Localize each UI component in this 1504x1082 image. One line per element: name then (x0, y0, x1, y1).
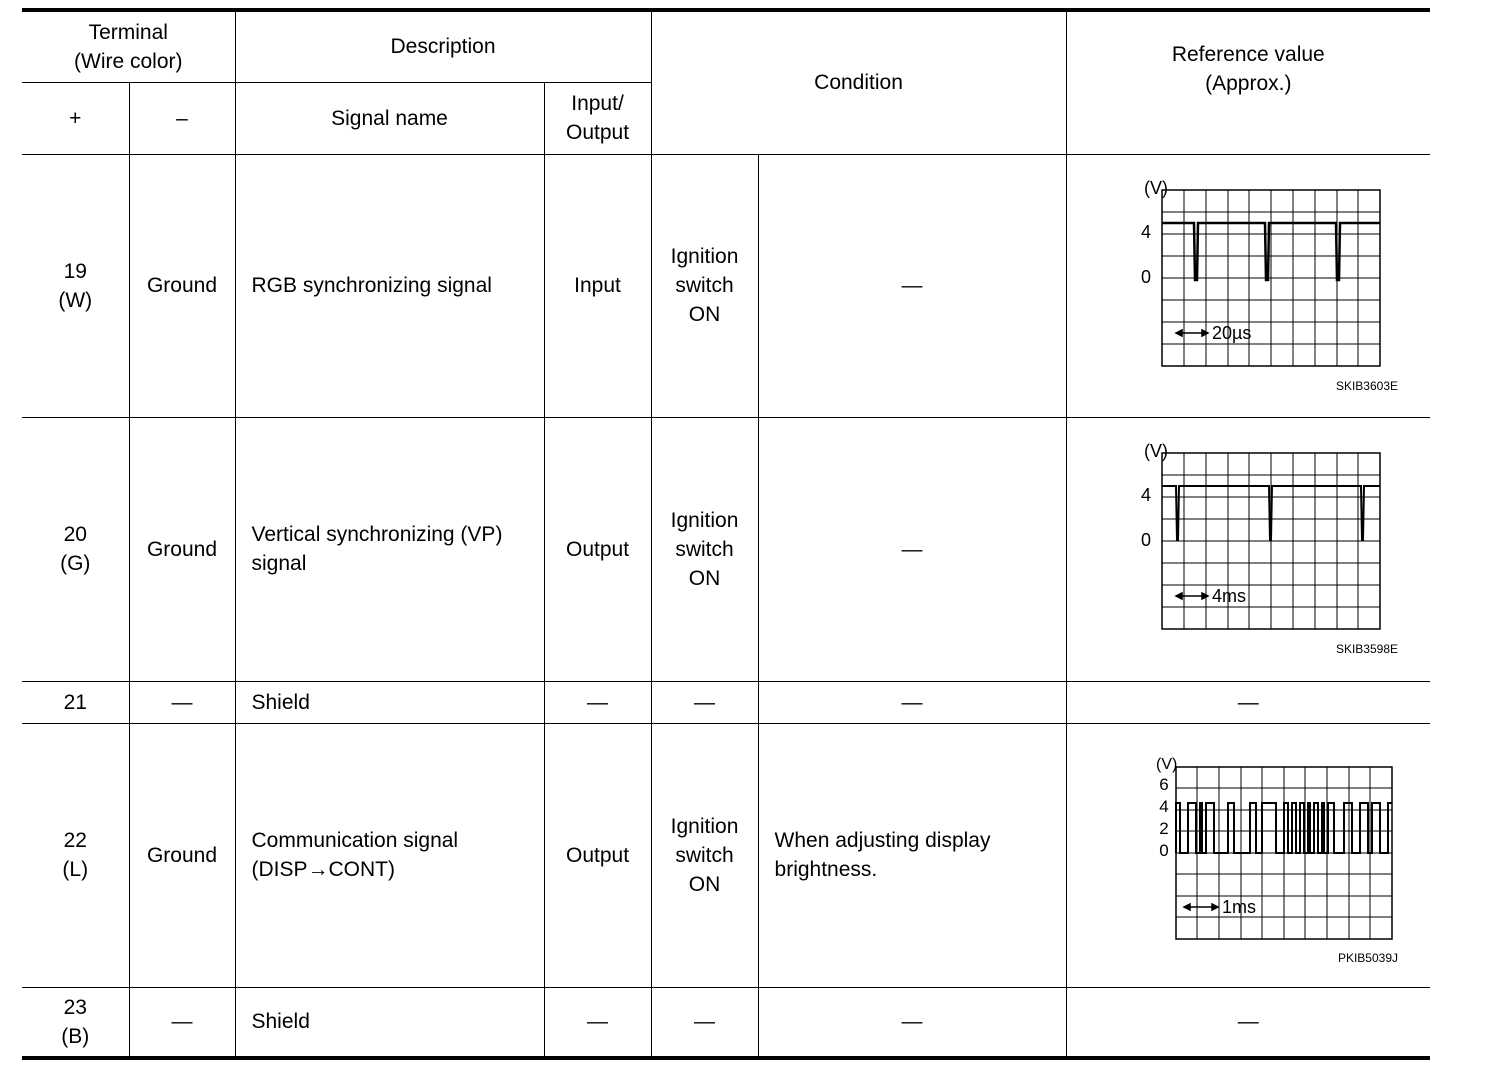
condition-cell: — (651, 987, 758, 1058)
io-cell: Output (544, 417, 651, 681)
y-tick-label: 4 (1141, 485, 1152, 505)
time-scale-marker (1176, 593, 1208, 599)
minus-cell: Ground (129, 723, 235, 987)
io-cell: Output (544, 723, 651, 987)
condition-detail-cell: — (758, 681, 1066, 723)
terminal-cell: 23 (B) (22, 987, 129, 1058)
condition-cell: Ignition switch ON (651, 154, 758, 417)
figure-id: SKIB3603E (1336, 378, 1399, 393)
signal-name-cell: RGB synchronizing signal (235, 154, 544, 417)
header-terminal: Terminal (Wire color) (22, 10, 235, 82)
header-reference: Reference value (Approx.) (1066, 10, 1430, 154)
reference-cell (1066, 723, 1430, 987)
header-signal-name: Signal name (235, 82, 544, 154)
reference-cell (1066, 154, 1430, 417)
header-io: Input/ Output (544, 82, 651, 154)
header-minus: – (129, 82, 235, 154)
y-tick-label: 4 (1159, 797, 1170, 816)
io-cell: — (544, 987, 651, 1058)
signal-name-cell: Vertical synchronizing (VP) signal (235, 417, 544, 681)
y-tick-label: 6 (1159, 775, 1170, 794)
io-cell: Input (544, 154, 651, 417)
y-tick-label: 2 (1159, 819, 1170, 838)
header-condition: Condition (651, 10, 1066, 154)
minus-cell: — (129, 987, 235, 1058)
y-unit-label: (V) (1144, 177, 1169, 198)
time-scale-label: 4ms (1212, 586, 1247, 606)
signal-name-cell: Communication signal (DISP→CONT) (235, 723, 544, 987)
waveform-rgb-sync (1098, 176, 1398, 396)
header-description: Description (235, 10, 651, 82)
condition-detail-cell: When adjusting display brightness. (758, 723, 1066, 987)
terminal-spec-table (22, 8, 1430, 1060)
table-row (22, 723, 1430, 987)
terminal-cell: 22 (L) (22, 723, 129, 987)
time-scale-label: 1ms (1222, 897, 1257, 917)
y-tick-label: 0 (1141, 266, 1152, 287)
signal-name-cell: Shield (235, 681, 544, 723)
y-tick-label: 0 (1159, 841, 1170, 860)
minus-cell: Ground (129, 417, 235, 681)
time-scale-label: 20µs (1212, 322, 1252, 343)
signal-name-cell: Shield (235, 987, 544, 1058)
terminal-cell: 20 (G) (22, 417, 129, 681)
condition-cell: Ignition switch ON (651, 417, 758, 681)
condition-detail-cell: — (758, 154, 1066, 417)
header-plus: + (22, 82, 129, 154)
time-scale-marker (1176, 330, 1208, 336)
y-tick-label: 0 (1141, 530, 1152, 550)
table-row (22, 681, 1430, 723)
figure-id: PKIB5039J (1338, 951, 1399, 965)
waveform-trace (1162, 486, 1380, 540)
minus-cell: — (129, 681, 235, 723)
time-scale-marker (1184, 904, 1218, 910)
table-row (22, 987, 1430, 1058)
reference-cell (1066, 417, 1430, 681)
condition-detail-cell: — (758, 417, 1066, 681)
waveform-vertical-sync (1098, 439, 1398, 659)
condition-cell: Ignition switch ON (651, 723, 758, 987)
y-unit-label: (V) (1156, 756, 1178, 773)
y-tick-label: 4 (1141, 221, 1152, 242)
minus-cell: Ground (129, 154, 235, 417)
table-row (22, 154, 1430, 417)
reference-cell: — (1066, 681, 1430, 723)
waveform-communication (1098, 745, 1398, 965)
header-row-1 (22, 10, 1430, 82)
condition-cell: — (651, 681, 758, 723)
y-unit-label: (V) (1144, 441, 1169, 461)
condition-detail-cell: — (758, 987, 1066, 1058)
table-row (22, 417, 1430, 681)
terminal-cell: 21 (22, 681, 129, 723)
io-cell: — (544, 681, 651, 723)
figure-id: SKIB3598E (1336, 642, 1399, 656)
reference-cell: — (1066, 987, 1430, 1058)
terminal-cell: 19 (W) (22, 154, 129, 417)
